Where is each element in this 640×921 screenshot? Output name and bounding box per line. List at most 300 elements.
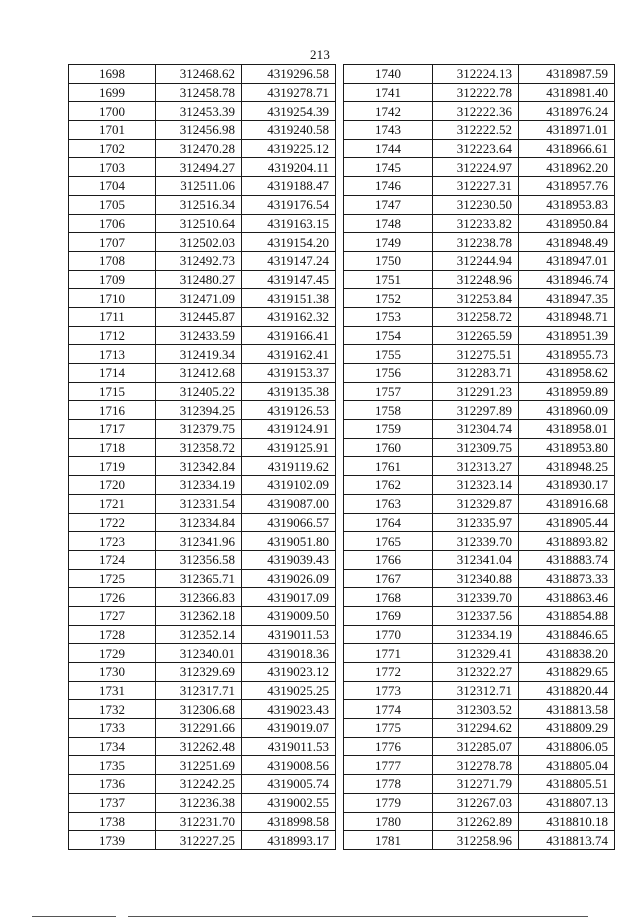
- point-number-cell: 1727: [69, 606, 156, 625]
- y-coordinate-cell: 4318805.04: [519, 756, 615, 775]
- x-coordinate-cell: 312339.70: [433, 588, 519, 607]
- y-coordinate-cell: 4319002.55: [242, 793, 336, 812]
- y-coordinate-cell: 4319026.09: [242, 569, 336, 588]
- point-number-cell: 1720: [69, 476, 156, 495]
- point-number-cell: 1711: [69, 307, 156, 326]
- point-number-cell: 1708: [69, 251, 156, 270]
- y-coordinate-cell: 4318958.01: [519, 420, 615, 439]
- x-coordinate-cell: 312248.96: [433, 270, 519, 289]
- y-coordinate-cell: 4319163.15: [242, 214, 336, 233]
- y-coordinate-cell: 4318971.01: [519, 121, 615, 140]
- point-number-cell: 1739: [69, 831, 156, 850]
- x-coordinate-cell: 312275.51: [433, 345, 519, 364]
- y-coordinate-cell: 4319126.53: [242, 401, 336, 420]
- table-row: [69, 700, 336, 719]
- point-number-cell: 1743: [344, 121, 433, 140]
- x-coordinate-cell: 312291.23: [433, 382, 519, 401]
- x-coordinate-cell: 312278.78: [433, 756, 519, 775]
- x-coordinate-cell: 312366.83: [156, 588, 242, 607]
- x-coordinate-cell: 312329.87: [433, 494, 519, 513]
- x-coordinate-cell: 312329.69: [156, 663, 242, 682]
- x-coordinate-cell: 312334.19: [156, 476, 242, 495]
- x-coordinate-cell: 312492.73: [156, 251, 242, 270]
- y-coordinate-cell: 4318829.65: [519, 663, 615, 682]
- table-row: [69, 195, 336, 214]
- table-row: [344, 83, 615, 102]
- footer-rule: [128, 916, 588, 917]
- x-coordinate-cell: 312334.84: [156, 513, 242, 532]
- x-coordinate-cell: 312242.25: [156, 775, 242, 794]
- point-number-cell: 1752: [344, 289, 433, 308]
- table-row: [344, 756, 615, 775]
- point-number-cell: 1751: [344, 270, 433, 289]
- x-coordinate-cell: 312340.01: [156, 644, 242, 663]
- table-row: [69, 588, 336, 607]
- point-number-cell: 1699: [69, 83, 156, 102]
- y-coordinate-cell: 4319018.36: [242, 644, 336, 663]
- table-row: [344, 588, 615, 607]
- y-coordinate-cell: 4318966.61: [519, 139, 615, 158]
- table-row: [344, 550, 615, 569]
- table-row: [344, 812, 615, 831]
- table-row: [69, 382, 336, 401]
- table-row: [344, 195, 615, 214]
- x-coordinate-cell: 312262.89: [433, 812, 519, 831]
- point-number-cell: 1730: [69, 663, 156, 682]
- x-coordinate-cell: 312227.31: [433, 177, 519, 196]
- x-coordinate-cell: 312222.36: [433, 102, 519, 121]
- x-coordinate-cell: 312494.27: [156, 158, 242, 177]
- x-coordinate-cell: 312341.96: [156, 532, 242, 551]
- table-row: [69, 457, 336, 476]
- x-coordinate-cell: 312224.13: [433, 65, 519, 84]
- table-row: [344, 663, 615, 682]
- y-coordinate-cell: 4318810.18: [519, 812, 615, 831]
- y-coordinate-cell: 4319296.58: [242, 65, 336, 84]
- table-row: [344, 793, 615, 812]
- point-number-cell: 1725: [69, 569, 156, 588]
- table-row: [69, 756, 336, 775]
- table-row: [344, 177, 615, 196]
- point-number-cell: 1724: [69, 550, 156, 569]
- point-number-cell: 1731: [69, 681, 156, 700]
- y-coordinate-cell: 4319153.37: [242, 364, 336, 383]
- table-row: [69, 438, 336, 457]
- table-row: [344, 401, 615, 420]
- point-number-cell: 1756: [344, 364, 433, 383]
- y-coordinate-cell: 4319009.50: [242, 606, 336, 625]
- x-coordinate-cell: 312502.03: [156, 233, 242, 252]
- point-number-cell: 1707: [69, 233, 156, 252]
- point-number-cell: 1767: [344, 569, 433, 588]
- x-coordinate-cell: 312291.66: [156, 719, 242, 738]
- table-row: [344, 139, 615, 158]
- y-coordinate-cell: 4319017.09: [242, 588, 336, 607]
- y-coordinate-cell: 4319147.45: [242, 270, 336, 289]
- point-number-cell: 1762: [344, 476, 433, 495]
- point-number-cell: 1748: [344, 214, 433, 233]
- point-number-cell: 1698: [69, 65, 156, 84]
- point-number-cell: 1780: [344, 812, 433, 831]
- y-coordinate-cell: 4318953.83: [519, 195, 615, 214]
- point-number-cell: 1729: [69, 644, 156, 663]
- x-coordinate-cell: 312317.71: [156, 681, 242, 700]
- point-number-cell: 1761: [344, 457, 433, 476]
- table-row: [344, 233, 615, 252]
- table-row: [69, 233, 336, 252]
- y-coordinate-cell: 4318951.39: [519, 326, 615, 345]
- table-row: [69, 513, 336, 532]
- table-row: [69, 364, 336, 383]
- x-coordinate-cell: 312238.78: [433, 233, 519, 252]
- point-number-cell: 1706: [69, 214, 156, 233]
- point-number-cell: 1768: [344, 588, 433, 607]
- x-coordinate-cell: 312458.78: [156, 83, 242, 102]
- table-row: [344, 494, 615, 513]
- y-coordinate-cell: 4319240.58: [242, 121, 336, 140]
- point-number-cell: 1757: [344, 382, 433, 401]
- table-row: [344, 700, 615, 719]
- y-coordinate-cell: 4319125.91: [242, 438, 336, 457]
- y-coordinate-cell: 4318883.74: [519, 550, 615, 569]
- table-body: [344, 65, 615, 850]
- point-number-cell: 1753: [344, 307, 433, 326]
- table-row: [344, 420, 615, 439]
- y-coordinate-cell: 4319102.09: [242, 476, 336, 495]
- point-number-cell: 1745: [344, 158, 433, 177]
- y-coordinate-cell: 4319051.80: [242, 532, 336, 551]
- point-number-cell: 1742: [344, 102, 433, 121]
- y-coordinate-cell: 4319124.91: [242, 420, 336, 439]
- table-row: [69, 326, 336, 345]
- table-row: [344, 737, 615, 756]
- y-coordinate-cell: 4319166.41: [242, 326, 336, 345]
- point-number-cell: 1709: [69, 270, 156, 289]
- table-row: [69, 251, 336, 270]
- point-number-cell: 1770: [344, 625, 433, 644]
- x-coordinate-cell: 312227.25: [156, 831, 242, 850]
- x-coordinate-cell: 312470.28: [156, 139, 242, 158]
- table-row: [69, 289, 336, 308]
- x-coordinate-cell: 312511.06: [156, 177, 242, 196]
- point-number-cell: 1769: [344, 606, 433, 625]
- x-coordinate-cell: 312471.09: [156, 289, 242, 308]
- point-number-cell: 1760: [344, 438, 433, 457]
- point-number-cell: 1759: [344, 420, 433, 439]
- point-number-cell: 1733: [69, 719, 156, 738]
- table-row: [344, 270, 615, 289]
- table-row: [344, 569, 615, 588]
- point-number-cell: 1774: [344, 700, 433, 719]
- point-number-cell: 1734: [69, 737, 156, 756]
- y-coordinate-cell: 4319278.71: [242, 83, 336, 102]
- x-coordinate-cell: 312231.70: [156, 812, 242, 831]
- y-coordinate-cell: 4319005.74: [242, 775, 336, 794]
- table-row: [344, 606, 615, 625]
- table-row: [344, 775, 615, 794]
- table-row: [69, 793, 336, 812]
- table-row: [344, 681, 615, 700]
- y-coordinate-cell: 4319023.12: [242, 663, 336, 682]
- table-row: [69, 345, 336, 364]
- x-coordinate-cell: 312362.18: [156, 606, 242, 625]
- y-coordinate-cell: 4318955.73: [519, 345, 615, 364]
- x-coordinate-cell: 312322.27: [433, 663, 519, 682]
- table-body: [69, 65, 336, 850]
- x-coordinate-cell: 312433.59: [156, 326, 242, 345]
- x-coordinate-cell: 312331.54: [156, 494, 242, 513]
- point-number-cell: 1766: [344, 550, 433, 569]
- table-row: [344, 438, 615, 457]
- point-number-cell: 1776: [344, 737, 433, 756]
- table-row: [69, 139, 336, 158]
- point-number-cell: 1717: [69, 420, 156, 439]
- point-number-cell: 1777: [344, 756, 433, 775]
- y-coordinate-cell: 4318805.51: [519, 775, 615, 794]
- x-coordinate-cell: 312309.75: [433, 438, 519, 457]
- point-number-cell: 1744: [344, 139, 433, 158]
- table-row: [69, 625, 336, 644]
- y-coordinate-cell: 4318953.80: [519, 438, 615, 457]
- x-coordinate-cell: 312445.87: [156, 307, 242, 326]
- point-number-cell: 1705: [69, 195, 156, 214]
- point-number-cell: 1740: [344, 65, 433, 84]
- table-row: [69, 812, 336, 831]
- x-coordinate-cell: 312304.74: [433, 420, 519, 439]
- table-row: [344, 65, 615, 84]
- x-coordinate-cell: 312233.82: [433, 214, 519, 233]
- table-row: [344, 102, 615, 121]
- point-number-cell: 1738: [69, 812, 156, 831]
- y-coordinate-cell: 4318854.88: [519, 606, 615, 625]
- table-row: [69, 606, 336, 625]
- x-coordinate-cell: 312223.64: [433, 139, 519, 158]
- x-coordinate-cell: 312334.19: [433, 625, 519, 644]
- table-row: [344, 382, 615, 401]
- point-number-cell: 1714: [69, 364, 156, 383]
- y-coordinate-cell: 4319087.00: [242, 494, 336, 513]
- y-coordinate-cell: 4318981.40: [519, 83, 615, 102]
- y-coordinate-cell: 4318959.89: [519, 382, 615, 401]
- point-number-cell: 1713: [69, 345, 156, 364]
- x-coordinate-cell: 312271.79: [433, 775, 519, 794]
- y-coordinate-cell: 4319154.20: [242, 233, 336, 252]
- x-coordinate-cell: 312283.71: [433, 364, 519, 383]
- point-number-cell: 1758: [344, 401, 433, 420]
- point-number-cell: 1712: [69, 326, 156, 345]
- table-row: [344, 625, 615, 644]
- table-row: [69, 775, 336, 794]
- page-number: 213: [309, 47, 331, 62]
- table-row: [344, 251, 615, 270]
- y-coordinate-cell: 4319162.32: [242, 307, 336, 326]
- table-row: [344, 345, 615, 364]
- point-number-cell: 1704: [69, 177, 156, 196]
- y-coordinate-cell: 4319176.54: [242, 195, 336, 214]
- x-coordinate-cell: 312244.94: [433, 251, 519, 270]
- point-number-cell: 1755: [344, 345, 433, 364]
- table-row: [69, 214, 336, 233]
- point-number-cell: 1715: [69, 382, 156, 401]
- table-row: [69, 420, 336, 439]
- table-row: [69, 307, 336, 326]
- x-coordinate-cell: 312394.25: [156, 401, 242, 420]
- point-number-cell: 1773: [344, 681, 433, 700]
- y-coordinate-cell: 4319135.38: [242, 382, 336, 401]
- y-coordinate-cell: 4319008.56: [242, 756, 336, 775]
- y-coordinate-cell: 4318960.09: [519, 401, 615, 420]
- y-coordinate-cell: 4319151.38: [242, 289, 336, 308]
- point-number-cell: 1750: [344, 251, 433, 270]
- y-coordinate-cell: 4318998.58: [242, 812, 336, 831]
- y-coordinate-cell: 4318863.46: [519, 588, 615, 607]
- point-number-cell: 1702: [69, 139, 156, 158]
- table-row: [69, 83, 336, 102]
- x-coordinate-cell: 312405.22: [156, 382, 242, 401]
- x-coordinate-cell: 312262.48: [156, 737, 242, 756]
- table-row: [69, 401, 336, 420]
- y-coordinate-cell: 4318957.76: [519, 177, 615, 196]
- table-row: [344, 532, 615, 551]
- x-coordinate-cell: 312294.62: [433, 719, 519, 738]
- point-number-cell: 1764: [344, 513, 433, 532]
- point-number-cell: 1703: [69, 158, 156, 177]
- coordinates-table-left: [68, 64, 336, 850]
- y-coordinate-cell: 4318958.62: [519, 364, 615, 383]
- x-coordinate-cell: 312306.68: [156, 700, 242, 719]
- coordinates-table-right: [343, 64, 615, 850]
- y-coordinate-cell: 4318893.82: [519, 532, 615, 551]
- x-coordinate-cell: 312251.69: [156, 756, 242, 775]
- y-coordinate-cell: 4318987.59: [519, 65, 615, 84]
- table-row: [69, 476, 336, 495]
- x-coordinate-cell: 312342.84: [156, 457, 242, 476]
- x-coordinate-cell: 312337.56: [433, 606, 519, 625]
- point-number-cell: 1749: [344, 233, 433, 252]
- point-number-cell: 1722: [69, 513, 156, 532]
- table-row: [344, 326, 615, 345]
- point-number-cell: 1732: [69, 700, 156, 719]
- x-coordinate-cell: 312340.88: [433, 569, 519, 588]
- y-coordinate-cell: 4318947.01: [519, 251, 615, 270]
- x-coordinate-cell: 312224.97: [433, 158, 519, 177]
- y-coordinate-cell: 4318813.74: [519, 831, 615, 850]
- point-number-cell: 1778: [344, 775, 433, 794]
- point-number-cell: 1741: [344, 83, 433, 102]
- x-coordinate-cell: 312516.34: [156, 195, 242, 214]
- y-coordinate-cell: 4319019.07: [242, 719, 336, 738]
- point-number-cell: 1723: [69, 532, 156, 551]
- table-row: [69, 644, 336, 663]
- x-coordinate-cell: 312365.71: [156, 569, 242, 588]
- x-coordinate-cell: 312297.89: [433, 401, 519, 420]
- x-coordinate-cell: 312303.52: [433, 700, 519, 719]
- point-number-cell: 1754: [344, 326, 433, 345]
- table-row: [344, 513, 615, 532]
- point-number-cell: 1775: [344, 719, 433, 738]
- table-row: [69, 270, 336, 289]
- y-coordinate-cell: 4318962.20: [519, 158, 615, 177]
- table-row: [69, 65, 336, 84]
- y-coordinate-cell: 4319147.24: [242, 251, 336, 270]
- y-coordinate-cell: 4318948.71: [519, 307, 615, 326]
- table-row: [69, 831, 336, 850]
- table-row: [69, 719, 336, 738]
- x-coordinate-cell: 312329.41: [433, 644, 519, 663]
- x-coordinate-cell: 312222.78: [433, 83, 519, 102]
- y-coordinate-cell: 4319023.43: [242, 700, 336, 719]
- table-row: [69, 121, 336, 140]
- point-number-cell: 1779: [344, 793, 433, 812]
- y-coordinate-cell: 4319225.12: [242, 139, 336, 158]
- point-number-cell: 1763: [344, 494, 433, 513]
- x-coordinate-cell: 312480.27: [156, 270, 242, 289]
- y-coordinate-cell: 4318948.25: [519, 457, 615, 476]
- y-coordinate-cell: 4319011.53: [242, 737, 336, 756]
- y-coordinate-cell: 4318946.74: [519, 270, 615, 289]
- table-row: [344, 457, 615, 476]
- y-coordinate-cell: 4318813.58: [519, 700, 615, 719]
- point-number-cell: 1771: [344, 644, 433, 663]
- x-coordinate-cell: 312323.14: [433, 476, 519, 495]
- table-row: [69, 663, 336, 682]
- point-number-cell: 1718: [69, 438, 156, 457]
- table-row: [69, 550, 336, 569]
- y-coordinate-cell: 4318905.44: [519, 513, 615, 532]
- point-number-cell: 1728: [69, 625, 156, 644]
- table-row: [69, 681, 336, 700]
- y-coordinate-cell: 4319188.47: [242, 177, 336, 196]
- x-coordinate-cell: 312285.07: [433, 737, 519, 756]
- y-coordinate-cell: 4319066.57: [242, 513, 336, 532]
- point-number-cell: 1781: [344, 831, 433, 850]
- table-row: [344, 644, 615, 663]
- y-coordinate-cell: 4318947.35: [519, 289, 615, 308]
- point-number-cell: 1746: [344, 177, 433, 196]
- x-coordinate-cell: 312258.96: [433, 831, 519, 850]
- x-coordinate-cell: 312510.64: [156, 214, 242, 233]
- footer-rule: [32, 916, 116, 917]
- point-number-cell: 1765: [344, 532, 433, 551]
- point-number-cell: 1710: [69, 289, 156, 308]
- y-coordinate-cell: 4318916.68: [519, 494, 615, 513]
- table-row: [344, 719, 615, 738]
- point-number-cell: 1772: [344, 663, 433, 682]
- table-row: [344, 831, 615, 850]
- y-coordinate-cell: 4318930.17: [519, 476, 615, 495]
- table-row: [344, 121, 615, 140]
- x-coordinate-cell: 312267.03: [433, 793, 519, 812]
- x-coordinate-cell: 312313.27: [433, 457, 519, 476]
- y-coordinate-cell: 4318809.29: [519, 719, 615, 738]
- x-coordinate-cell: 312339.70: [433, 532, 519, 551]
- x-coordinate-cell: 312453.39: [156, 102, 242, 121]
- y-coordinate-cell: 4318806.05: [519, 737, 615, 756]
- y-coordinate-cell: 4318993.17: [242, 831, 336, 850]
- point-number-cell: 1735: [69, 756, 156, 775]
- table-row: [344, 364, 615, 383]
- table-row: [69, 494, 336, 513]
- y-coordinate-cell: 4318873.33: [519, 569, 615, 588]
- x-coordinate-cell: 312265.59: [433, 326, 519, 345]
- table-row: [344, 158, 615, 177]
- point-number-cell: 1721: [69, 494, 156, 513]
- x-coordinate-cell: 312253.84: [433, 289, 519, 308]
- x-coordinate-cell: 312341.04: [433, 550, 519, 569]
- point-number-cell: 1701: [69, 121, 156, 140]
- y-coordinate-cell: 4319119.62: [242, 457, 336, 476]
- y-coordinate-cell: 4318807.13: [519, 793, 615, 812]
